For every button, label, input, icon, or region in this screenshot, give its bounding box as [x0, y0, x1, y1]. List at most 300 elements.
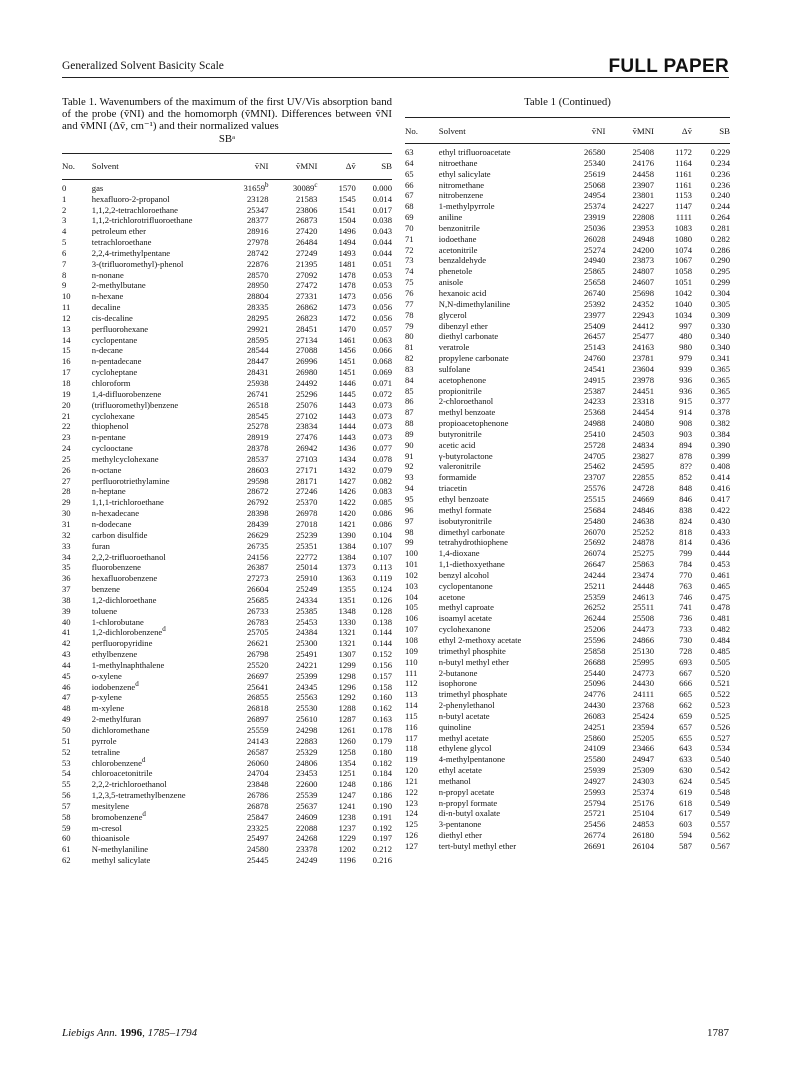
cell-dv: 1493 — [338, 247, 356, 258]
table-row — [405, 245, 730, 256]
cell-solvent: decaline — [91, 302, 121, 313]
cell-no: 25 — [62, 453, 71, 464]
cell-v-ni: 29598 — [247, 475, 269, 486]
cell-v-ni: 28447 — [247, 356, 269, 367]
cell-sb: 0.053 — [372, 269, 392, 280]
cell-no: 26 — [62, 464, 71, 475]
cell-v-ni: 26878 — [247, 800, 269, 811]
cell-sb: 0.430 — [710, 515, 730, 526]
cell-v-ni: 25520 — [247, 659, 269, 670]
cell-sb: 0.244 — [710, 201, 730, 212]
cell-sb: 0.073 — [372, 432, 392, 443]
table-row — [405, 624, 730, 635]
cell-solvent: n-decane — [91, 345, 123, 356]
table-row — [405, 668, 730, 679]
cell-dv: 1426 — [338, 486, 356, 497]
cell-v-mni: 26823 — [295, 312, 318, 323]
cell-v-ni: 25096 — [583, 678, 606, 689]
cell-solvent: glycerol — [438, 309, 467, 320]
cell-sb: 0.436 — [710, 537, 730, 548]
cell-v-ni: 28570 — [247, 269, 269, 280]
cell-v-ni: 26688 — [583, 656, 606, 667]
cell-sb: 0.086 — [372, 518, 392, 529]
cell-no: 70 — [405, 222, 414, 233]
col-v-ni: ṽNI — [591, 125, 606, 136]
cell-v-ni: 24927 — [583, 775, 606, 786]
cell-v-mni: 23953 — [632, 222, 654, 233]
cell-v-mni: 24609 — [295, 811, 318, 822]
cell-sb: 0.119 — [372, 573, 392, 584]
cell-v-mni: 27476 — [295, 432, 318, 443]
cell-dv: 1451 — [338, 367, 356, 378]
cell-v-ni: 28545 — [247, 410, 269, 421]
cell-no: 123 — [405, 797, 418, 808]
cell-solvent: nitroethane — [438, 157, 478, 168]
cell-v-mni: 23834 — [295, 421, 318, 432]
table-row — [405, 342, 730, 353]
cell-v-ni: 26897 — [247, 714, 269, 725]
cell-solvent: methylcyclohexane — [91, 453, 159, 464]
cell-no: 30 — [62, 508, 71, 519]
header-rule — [62, 77, 729, 78]
cell-dv: 1196 — [338, 855, 356, 866]
cell-solvent: n-pentane — [91, 432, 126, 443]
cell-no: 118 — [405, 743, 418, 754]
cell-solvent: bromobenzene$^d$ — [91, 809, 146, 822]
cell-no: 65 — [405, 168, 414, 179]
cell-v-mni: 21395 — [295, 258, 318, 269]
cell-no: 107 — [405, 624, 418, 635]
cell-sb: 0.522 — [710, 689, 730, 700]
table-row — [405, 277, 730, 288]
cell-v-ni: 25068 — [583, 179, 606, 190]
cell-solvent: acetonitrile — [438, 244, 478, 255]
cell-dv: 908 — [679, 418, 692, 429]
cell-dv: 799 — [679, 548, 692, 559]
cell-v-ni: 25641 — [247, 681, 269, 692]
cell-v-ni: 28398 — [247, 508, 269, 519]
cell-sb: 0.236 — [710, 168, 730, 179]
cell-sb: 0.073 — [372, 421, 392, 432]
table-row — [405, 646, 730, 657]
cell-dv: 1258 — [338, 746, 356, 757]
cell-dv: 1261 — [338, 725, 356, 735]
table-row — [405, 559, 730, 570]
cell-v-mni: 25076 — [295, 399, 318, 410]
cell-dv: 1296 — [338, 681, 356, 692]
cell-no: 96 — [405, 504, 414, 515]
cell-solvent: 4-methylpentanone — [438, 754, 506, 765]
cell-sb: 0.264 — [710, 212, 730, 223]
cell-sb: 0.330 — [710, 320, 730, 331]
cell-v-ni: 25576 — [583, 483, 606, 494]
cell-v-mni: 26104 — [632, 841, 654, 851]
cell-dv: 1481 — [338, 258, 356, 269]
cell-solvent: diethyl ether — [438, 830, 482, 841]
cell-no: 120 — [405, 765, 418, 776]
cell-v-ni: 25685 — [247, 594, 269, 605]
cell-dv: 1472 — [338, 312, 356, 323]
cell-sb: 0.523 — [710, 700, 730, 711]
cell-solvent: tert-butyl methyl ether — [438, 841, 517, 851]
cell-v-ni: 26818 — [247, 703, 269, 714]
cell-v-ni: 26783 — [247, 616, 269, 627]
cell-v-mni: 24352 — [632, 298, 654, 309]
col-sb: SB — [719, 125, 730, 136]
cell-v-ni: 26855 — [247, 692, 269, 703]
cell-solvent: di-n-butyl oxalate — [438, 808, 501, 819]
cell-no: 9 — [62, 280, 67, 291]
cell-dv: 1321 — [338, 638, 356, 649]
cell-solvent: 1-methylnaphthalene — [91, 659, 165, 670]
table-row — [405, 180, 730, 191]
table-row — [405, 407, 730, 418]
table-row — [405, 830, 730, 841]
cell-v-ni: 26697 — [247, 670, 269, 681]
cell-solvent: (trifluoromethyl)benzene — [91, 399, 179, 410]
cell-dv: 914 — [679, 407, 692, 418]
cell-solvent: 2,2,2-trifluoroethanol — [91, 551, 166, 562]
cell-no: 111 — [405, 667, 418, 678]
table-row — [405, 483, 730, 494]
cell-solvent: 1,2-dichloroethane — [91, 594, 157, 605]
table-row — [405, 765, 730, 776]
table-row — [62, 215, 392, 226]
cell-v-mni: 22943 — [632, 309, 654, 320]
cell-v-mni: 24345 — [295, 681, 318, 692]
cell-v-ni: 24244 — [583, 569, 606, 580]
cell-dv: 1111 — [675, 212, 692, 223]
cell-sb: 0.086 — [372, 508, 392, 519]
cell-sb: 0.107 — [372, 540, 392, 551]
table-row — [62, 682, 392, 693]
cell-sb: 0.043 — [372, 226, 392, 237]
cell-v-mni: 24773 — [632, 667, 654, 678]
cell-v-ni: 25515 — [583, 494, 606, 504]
table-row — [405, 548, 730, 559]
cell-v-ni: 26691 — [583, 841, 606, 851]
table-caption — [62, 96, 392, 145]
cell-no: 0 — [62, 182, 67, 193]
cell-v-ni: 28537 — [247, 453, 269, 464]
cell-solvent: ethyl benzoate — [438, 494, 489, 504]
cell-dv: 1058 — [674, 266, 692, 277]
cell-sb: 0.304 — [710, 287, 730, 298]
cell-sb: 0.282 — [710, 233, 730, 244]
table-row — [62, 205, 392, 216]
cell-dv: 633 — [679, 754, 692, 765]
cell-v-mni: 25176 — [632, 797, 654, 808]
cell-sb: 0.234 — [710, 157, 730, 168]
cell-v-ni: 25274 — [583, 244, 606, 255]
cell-sb: 0.113 — [372, 562, 392, 573]
cell-sb: 0.526 — [710, 721, 730, 732]
cell-solvent: n-propyl acetate — [438, 786, 495, 797]
cell-v-ni: 25278 — [247, 421, 269, 432]
cell-no: 89 — [405, 428, 414, 439]
cell-v-ni: 28295 — [247, 312, 269, 323]
cell-v-mni: 24176 — [632, 157, 654, 168]
cell-v-ni: 26774 — [583, 830, 606, 841]
cell-dv: 587 — [679, 841, 692, 851]
cell-v-ni: 26733 — [247, 605, 269, 616]
cell-dv: 1202 — [338, 844, 356, 855]
cell-v-mni: 25453 — [295, 616, 318, 627]
cell-sb: 0.340 — [710, 331, 730, 342]
cell-solvent: tetrahydrothiophene — [438, 537, 508, 548]
table-row — [62, 833, 392, 844]
table-row — [62, 226, 392, 237]
cell-dv: 1478 — [338, 269, 356, 280]
cell-no: 66 — [405, 179, 414, 190]
cell-dv: 1247 — [338, 790, 356, 801]
table-row — [405, 266, 730, 277]
table-row — [405, 321, 730, 332]
cell-v-ni: 26244 — [583, 613, 606, 624]
table-row — [405, 570, 730, 581]
cell-no: 122 — [405, 786, 418, 797]
cell-dv: 1147 — [675, 201, 692, 212]
cell-no: 102 — [405, 569, 418, 580]
cell-solvent: cyclohexane — [91, 410, 135, 421]
cell-v-ni: 31659$^b$ — [243, 180, 269, 193]
table-row — [62, 714, 392, 725]
cell-solvent: 2-chloroethanol — [438, 396, 494, 407]
cell-v-mni: 25610 — [295, 714, 318, 725]
table-row — [405, 776, 730, 787]
cell-dv: 1390 — [338, 529, 356, 540]
cell-v-mni: 28451 — [295, 323, 318, 334]
cell-no: 48 — [62, 703, 71, 714]
cell-solvent: 2-butanone — [438, 667, 478, 678]
table-row — [62, 179, 392, 193]
cell-v-mni: 25637 — [295, 800, 318, 811]
cell-v-ni: 25580 — [583, 754, 606, 765]
table-row — [62, 595, 392, 606]
cell-sb: 0.077 — [372, 443, 392, 454]
table-row — [62, 541, 392, 552]
cell-no: 16 — [62, 356, 71, 367]
cell-no: 99 — [405, 537, 414, 548]
cell-v-mni: 25309 — [632, 765, 654, 776]
cell-v-mni: 23604 — [632, 363, 654, 374]
cell-no: 85 — [405, 385, 414, 396]
cell-sb: 0.197 — [372, 833, 392, 844]
table-row — [62, 486, 392, 497]
cell-solvent: methyl formate — [438, 504, 492, 515]
cell-no: 61 — [62, 844, 71, 855]
cell-dv: 1161 — [675, 179, 692, 190]
cell-dv: 1443 — [338, 399, 356, 410]
cell-sb: 0.567 — [710, 841, 730, 851]
cell-v-ni: 23128 — [247, 193, 269, 204]
cell-v-mni: 24080 — [632, 418, 654, 429]
running-title: Generalized Solvent Basicity Scale — [62, 60, 224, 72]
cell-v-mni: 27103 — [295, 453, 318, 464]
cell-dv: 838 — [679, 504, 692, 515]
cell-dv: 1373 — [338, 562, 356, 573]
cell-v-mni: 25408 — [632, 147, 654, 157]
table-row — [62, 844, 392, 855]
table-row — [62, 389, 392, 400]
cell-solvent: formamide — [438, 472, 477, 483]
cell-v-ni: 26740 — [583, 287, 606, 298]
cell-v-mni: 26942 — [295, 443, 318, 454]
cell-no: 59 — [62, 822, 71, 833]
cell-solvent: cyclohexanone — [438, 624, 491, 635]
table-row — [405, 190, 730, 201]
cell-sb: 0.158 — [372, 681, 392, 692]
table-row — [62, 768, 392, 779]
cell-solvent: sulfolane — [438, 363, 471, 374]
cell-v-mni: 24806 — [295, 757, 318, 768]
cell-v-ni: 23848 — [247, 779, 269, 790]
cell-no: 45 — [62, 670, 71, 681]
cell-v-mni: 24853 — [632, 819, 654, 830]
cell-v-ni: 26457 — [583, 331, 606, 342]
cell-no: 124 — [405, 808, 418, 819]
table-row — [405, 255, 730, 266]
cell-dv: 1473 — [338, 291, 356, 302]
cell-dv: 8?? — [680, 461, 692, 472]
table-row — [62, 823, 392, 834]
cell-solvent: 3-pentanone — [438, 819, 482, 830]
cell-dv: 1288 — [338, 703, 356, 714]
cell-no: 105 — [405, 602, 418, 613]
cell-v-mni: 24503 — [632, 428, 654, 439]
cell-solvent: n-propyl formate — [438, 797, 498, 808]
cell-no: 38 — [62, 594, 71, 605]
cell-solvent: n-pentadecane — [91, 356, 142, 367]
cell-solvent: cyclopentanone — [438, 580, 493, 591]
cell-v-mni: 24249 — [295, 855, 318, 866]
cell-v-ni: 24915 — [583, 374, 606, 385]
table-row — [62, 476, 392, 487]
cell-no: 56 — [62, 790, 71, 801]
cell-v-ni: 26252 — [583, 602, 606, 613]
cell-solvent: 2-methylbutane — [91, 280, 146, 291]
cell-sb: 0.399 — [710, 450, 730, 461]
col-no: No. — [62, 161, 75, 172]
cell-no: 55 — [62, 779, 71, 790]
cell-dv: 1292 — [338, 692, 356, 703]
cell-no: 113 — [405, 689, 418, 700]
cell-solvent: 2-phenylethanol — [438, 700, 495, 711]
cell-sb: 0.053 — [372, 280, 392, 291]
cell-solvent: hexafluorobenzene — [91, 573, 158, 584]
cell-solvent: cyclooctane — [91, 443, 133, 454]
cell-no: 43 — [62, 649, 71, 660]
cell-v-ni: 25392 — [583, 298, 606, 309]
cell-v-ni: 25440 — [583, 667, 606, 678]
cell-dv: 1083 — [674, 222, 692, 233]
col-v-ni: ṽNI — [254, 161, 269, 172]
cell-v-mni: 23768 — [632, 700, 654, 711]
cell-dv: 878 — [679, 450, 692, 461]
cell-no: 23 — [62, 432, 71, 443]
cell-solvent: benzyl alcohol — [438, 569, 490, 580]
cell-dv: 1074 — [674, 244, 692, 255]
cell-v-ni: 25206 — [583, 624, 606, 635]
table-row — [405, 808, 730, 819]
table-row — [62, 736, 392, 747]
journal-year: 1996 — [120, 1027, 143, 1039]
cell-dv: 903 — [679, 428, 692, 439]
table-row — [62, 584, 392, 595]
cell-no: 95 — [405, 494, 414, 504]
cell-dv: 1042 — [674, 287, 692, 298]
table-row — [405, 144, 730, 158]
table-row — [62, 812, 392, 823]
cell-dv: 894 — [679, 439, 692, 450]
cell-dv: 617 — [679, 808, 692, 819]
cell-sb: 0.520 — [710, 667, 730, 678]
cell-no: 69 — [405, 212, 414, 223]
cell-v-ni: 25619 — [583, 168, 606, 179]
cell-sb: 0.017 — [372, 204, 392, 215]
cell-no: 12 — [62, 312, 71, 323]
table-row — [405, 223, 730, 234]
cell-dv: 1445 — [338, 388, 356, 399]
cell-solvent: cyclopentane — [91, 334, 138, 345]
footnote-marker: b — [264, 180, 269, 189]
cell-no: 53 — [62, 757, 71, 768]
cell-sb: 0.548 — [710, 786, 730, 797]
cell-v-mni: 24298 — [295, 725, 318, 735]
cell-sb: 0.475 — [710, 591, 730, 602]
cell-v-mni: 24334 — [295, 594, 318, 605]
cell-v-ni: 26083 — [583, 710, 606, 721]
cell-solvent: benzaldehyde — [438, 255, 487, 266]
table-row — [62, 638, 392, 649]
cell-no: 71 — [405, 233, 414, 244]
cell-no: 62 — [62, 855, 71, 866]
cell-v-ni: 23977 — [583, 309, 606, 320]
table-row — [405, 299, 730, 310]
cell-dv: 1384 — [338, 540, 356, 551]
cell-v-mni: 26862 — [295, 302, 318, 313]
cell-no: 54 — [62, 768, 71, 779]
cell-v-mni: 24846 — [632, 504, 654, 515]
cell-v-mni: 25351 — [295, 540, 318, 551]
cell-v-mni: 25014 — [295, 562, 318, 573]
cell-v-mni: 25104 — [632, 808, 654, 819]
cell-no: 75 — [405, 277, 414, 288]
cell-v-ni: 23707 — [583, 472, 606, 483]
cell-v-mni: 27331 — [295, 291, 318, 302]
cell-sb: 0.444 — [710, 548, 730, 559]
cell-sb: 0.229 — [710, 147, 730, 157]
cell-v-ni: 26798 — [247, 649, 269, 660]
cell-v-ni: 28335 — [247, 302, 269, 313]
cell-v-ni: 28439 — [247, 518, 269, 529]
cell-v-mni: 24221 — [295, 659, 318, 670]
cell-no: 82 — [405, 353, 414, 364]
cell-no: 127 — [405, 841, 418, 851]
cell-sb: 0.562 — [710, 830, 730, 841]
cell-v-mni: 24473 — [632, 624, 654, 635]
cell-v-mni: 24448 — [632, 580, 654, 591]
cell-no: 94 — [405, 483, 414, 494]
cell-sb: 0.078 — [372, 453, 392, 464]
cell-v-mni: 24947 — [632, 754, 654, 765]
cell-solvent: benzonitrile — [438, 222, 480, 233]
cell-v-ni: 25559 — [247, 725, 269, 735]
cell-no: 67 — [405, 190, 414, 201]
cell-v-ni: 28603 — [247, 464, 269, 475]
cell-no: 88 — [405, 418, 414, 429]
cell-sb: 0.281 — [710, 222, 730, 233]
